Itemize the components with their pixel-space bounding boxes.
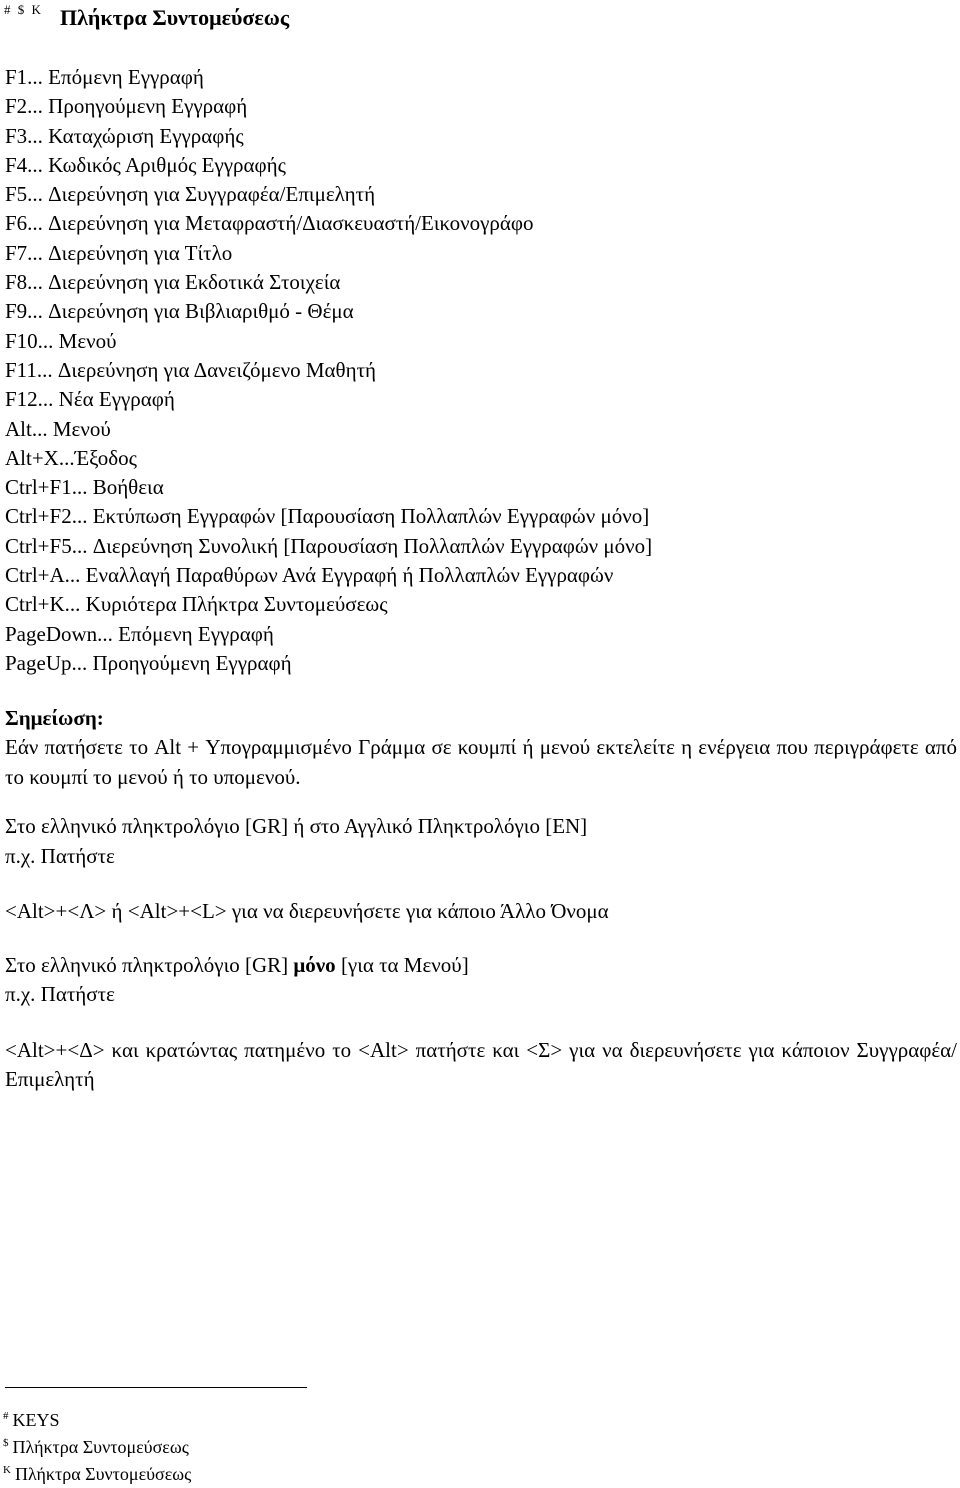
shortcut-item: F5... Διερεύνηση για Συγγραφέα/Επιμελητή xyxy=(5,182,376,207)
shortcut-item: F12... Νέα Εγγραφή xyxy=(5,387,175,412)
shortcut-item: Ctrl+F5... Διερεύνηση Συνολική [Παρουσίαση Πολλαπλών Εγγραφών μόνο] xyxy=(5,533,653,558)
shortcut-item: Alt+X...Έξοδος xyxy=(5,445,137,470)
footnote: $^K$ Πλήκτρα Συντομεύσεως xyxy=(3,1464,192,1484)
shortcut-item: PageDown... Επόμενη Εγγραφή xyxy=(5,621,274,646)
footnote-mark: # xyxy=(3,1410,9,1422)
shortcut-item: F11... Διερεύνηση για Δανειζόμενο Μαθητή xyxy=(5,357,376,382)
shortcut-item: Ctrl+K... Κυριότερα Πλήκτρα Συντομεύσεως xyxy=(5,592,388,617)
note-paragraph: π.χ. Πατήστε xyxy=(5,843,115,868)
shortcut-item: F1... Επόμενη Εγγραφή xyxy=(5,65,204,89)
footnote-rule xyxy=(5,1387,307,1388)
shortcut-item: PageUp... Προηγούμενη Εγγραφή xyxy=(5,650,292,675)
emphasis-text: μόνο xyxy=(293,952,336,977)
shortcut-item: F4... Κωδικός Αριθμός Εγγραφής xyxy=(5,152,286,177)
shortcut-item: F6... Διερεύνηση για Μεταφραστή/Διασκευαστή/Εικονογράφο xyxy=(5,211,534,236)
shortcut-item: Ctrl+A... Εναλλαγή Παραθύρων Ανά Εγγραφή ή Πολλαπλών Εγγραφών xyxy=(5,563,614,588)
shortcut-item: F9... Διερεύνηση για Βιβλιαριθμό - Θέμα xyxy=(5,299,354,324)
footnote: # KEYS xyxy=(3,1410,60,1430)
shortcut-item: Alt... Μενού xyxy=(5,416,111,441)
note-example: <Alt>+<Λ> ή <Alt>+<L> για να διερευνήσετε για κάποιο Άλλο Όνομα xyxy=(5,899,609,923)
note-paragraph: Εάν πατήσετε το Alt + Υπογραμμισμένο Γράμμα σε κουμπί ή μενού εκτελείτε η ενέργεια που περιγράφετε από το κουμπί το μενού ή το υπομενού. xyxy=(5,735,957,789)
shortcut-item: Ctrl+F1... Βοήθεια xyxy=(5,475,164,500)
footnotes xyxy=(3,1403,191,1484)
note-example: <Alt>+<Δ> και κρατώντας πατημένο το <Alt> πατήστε και <Σ> για να διερευνήσετε για κάποιον Συγγραφέα/Επιμελητή xyxy=(5,1037,957,1091)
shortcut-item: F8... Διερεύνηση για Εκδοτικά Στοιχεία xyxy=(5,270,341,295)
page-title: Πλήκτρα Συντομεύσεως xyxy=(60,5,290,30)
note-section xyxy=(5,703,957,1095)
note-paragraph: π.χ. Πατήστε xyxy=(5,982,115,1006)
shortcut-list xyxy=(5,63,652,678)
shortcut-item: F2... Προηγούμενη Εγγραφή xyxy=(5,94,248,119)
footnote-marks: # $ K xyxy=(4,2,43,17)
note-paragraph: Στο ελληνικό πληκτρολόγιο [GR] ή στο Αγγλικό Πληκτρολόγιο [EN] xyxy=(5,814,588,838)
footnote-mark: K xyxy=(3,1464,11,1476)
footnote: $ Πλήκτρα Συντομεύσεως xyxy=(3,1437,189,1457)
shortcut-item: F7... Διερεύνηση για Τίτλο xyxy=(5,240,233,265)
shortcut-item: Ctrl+F2... Εκτύπωση Εγγραφών [Παρουσίαση Πολλαπλών Εγγραφών μόνο] xyxy=(5,504,650,529)
note-paragraph: Στο ελληνικό πληκτρολόγιο [GR] μόνο [για τα Μενού] xyxy=(5,952,469,977)
shortcut-item: F3... Καταχώριση Εγγραφής xyxy=(5,123,244,148)
footnote-mark: $ xyxy=(3,1437,9,1449)
note-heading: Σημείωση: xyxy=(5,706,104,730)
shortcut-item: F10... Μενού xyxy=(5,328,117,353)
